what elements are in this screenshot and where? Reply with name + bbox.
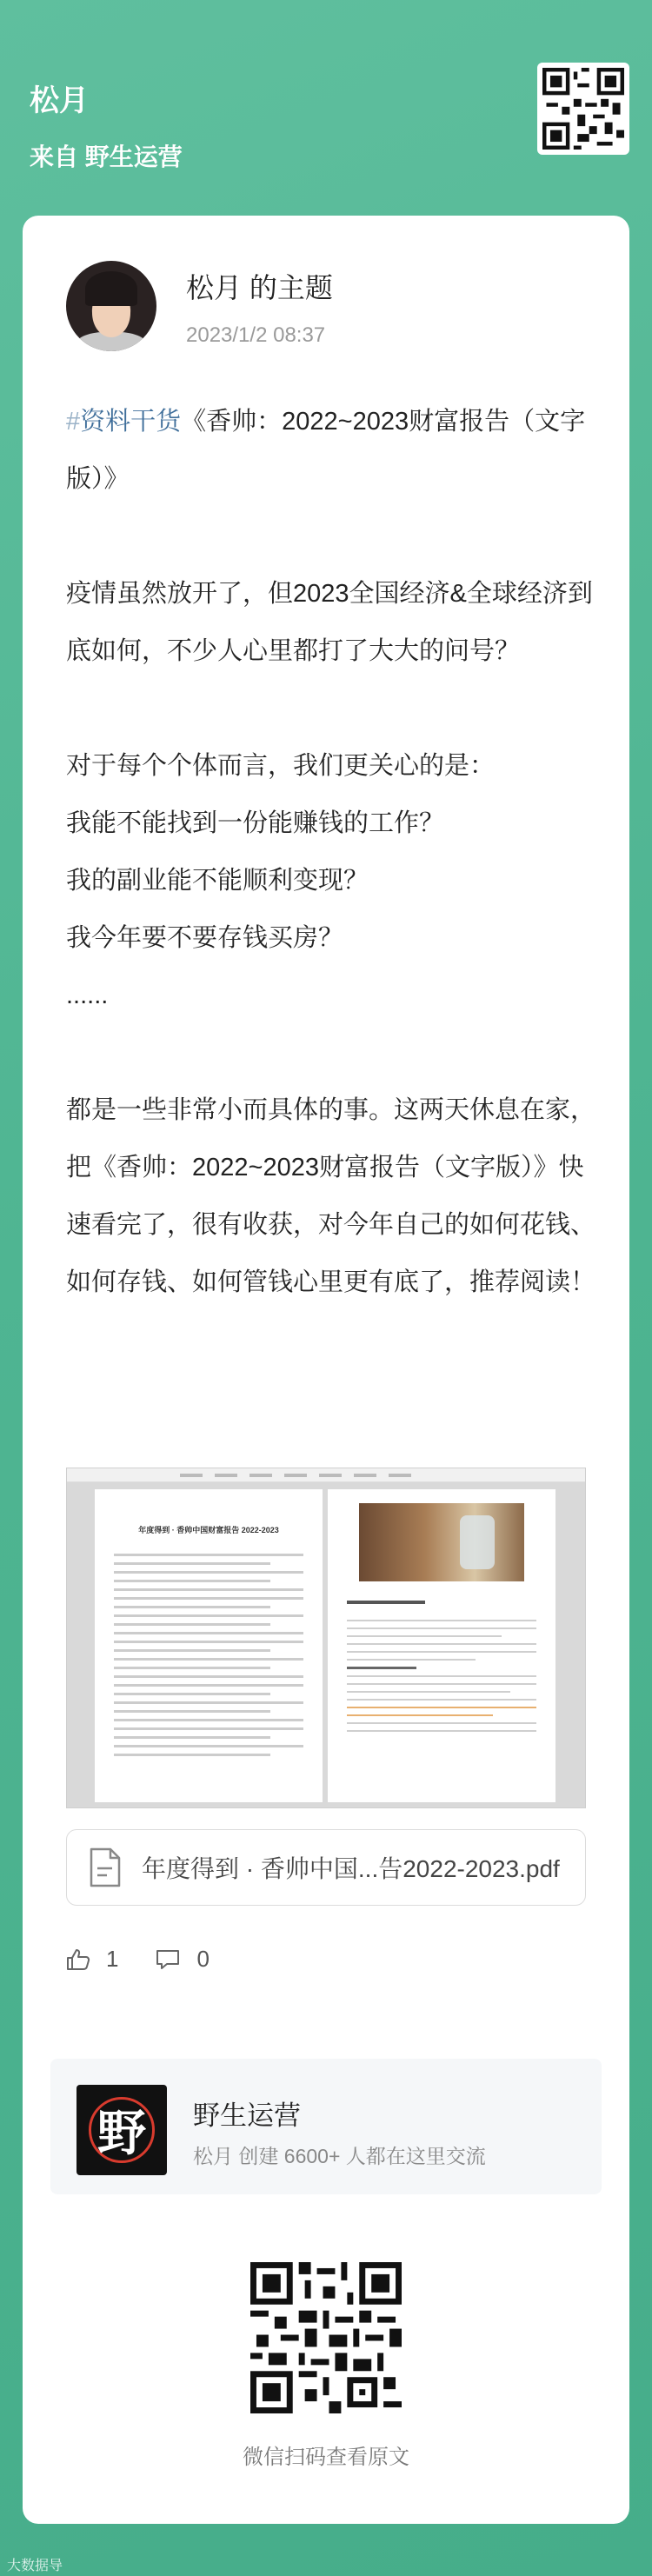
- line-2: 我能不能找到一份能赚钱的工作？: [66, 809, 445, 837]
- topic-tag[interactable]: [66, 408, 181, 436]
- tag-hash: #: [66, 408, 81, 436]
- file-name: 年度得到 · 香帅中国...告2022-2023.pdf: [142, 1855, 560, 1882]
- post-headline-title: 《香帅：2022~2023财富报告（文字版）》: [66, 408, 586, 493]
- post-time: 2023/1/2 08:37: [186, 323, 326, 347]
- post-actions: [66, 1946, 246, 1973]
- qr-code-icon: [542, 68, 624, 150]
- qr-code-icon: [250, 2262, 402, 2413]
- post-card: [23, 216, 629, 2524]
- group-name: 野生运营: [193, 2100, 301, 2131]
- like-button[interactable]: [66, 1946, 118, 1973]
- avatar[interactable]: [66, 261, 156, 351]
- comment-icon: [155, 1948, 181, 1971]
- preview-text-lines: [347, 1620, 536, 1738]
- post-headline: [66, 393, 596, 508]
- post-content: [66, 393, 596, 1311]
- comment-button[interactable]: [155, 1946, 209, 1973]
- line-3: 我的副业能不能顺利变现？: [66, 867, 369, 895]
- file-document-icon: [88, 1847, 123, 1887]
- preview-toolbar: [67, 1468, 585, 1482]
- header-author[interactable]: 松月: [30, 84, 89, 117]
- qr-caption: 微信扫码查看原文: [243, 2446, 409, 2469]
- like-count: 1: [106, 1946, 119, 1972]
- comment-count: 0: [196, 1946, 210, 1972]
- preview-page-left: [95, 1489, 323, 1802]
- line-1: 对于每个个体而言，我们更关心的是：: [66, 752, 496, 780]
- preview-heading-bar: [347, 1601, 425, 1604]
- line-5: ......: [66, 982, 109, 1009]
- group-card[interactable]: [50, 2059, 602, 2194]
- watermark: 大数据导: [7, 2559, 63, 2573]
- pdf-preview-image[interactable]: [66, 1468, 586, 1808]
- paragraph-3: 都是一些非常小而具体的事。这两天休息在家，把《香帅：2022~2023财富报告（文字版）》快速看完了，很有收获，对今年自己的如何花钱、如何存钱、如何管钱心里更有底了，推荐阅读！: [66, 1096, 596, 1296]
- top-qr-code[interactable]: [537, 63, 629, 155]
- preview-page-title: 年度得到 · 香帅中国财富报告 2022-2023: [138, 1526, 279, 1534]
- avatar-hair: [85, 271, 137, 306]
- thumbs-up-icon: [66, 1948, 90, 1971]
- header-source[interactable]: 来自 野生运营: [30, 143, 183, 170]
- post-title: 松月 的主题: [186, 272, 333, 303]
- tag-label: 资料干货: [80, 408, 182, 436]
- bottom-qr-code[interactable]: [250, 2262, 402, 2413]
- pdf-attachment[interactable]: [66, 1829, 586, 1906]
- group-logo: [77, 2085, 167, 2175]
- preview-page-right: [328, 1489, 556, 1802]
- preview-photo: [359, 1503, 524, 1581]
- group-description: 松月 创建 6600+ 人都在这里交流: [193, 2145, 486, 2167]
- group-logo-glyph: 野: [97, 2105, 146, 2162]
- header-info: [30, 77, 183, 173]
- paragraph-1: 疫情虽然放开了，但2023全国经济&全球经济到底如何，不少人心里都打了大大的问号？: [66, 580, 593, 665]
- line-4: 我今年要不要存钱买房？: [66, 924, 344, 952]
